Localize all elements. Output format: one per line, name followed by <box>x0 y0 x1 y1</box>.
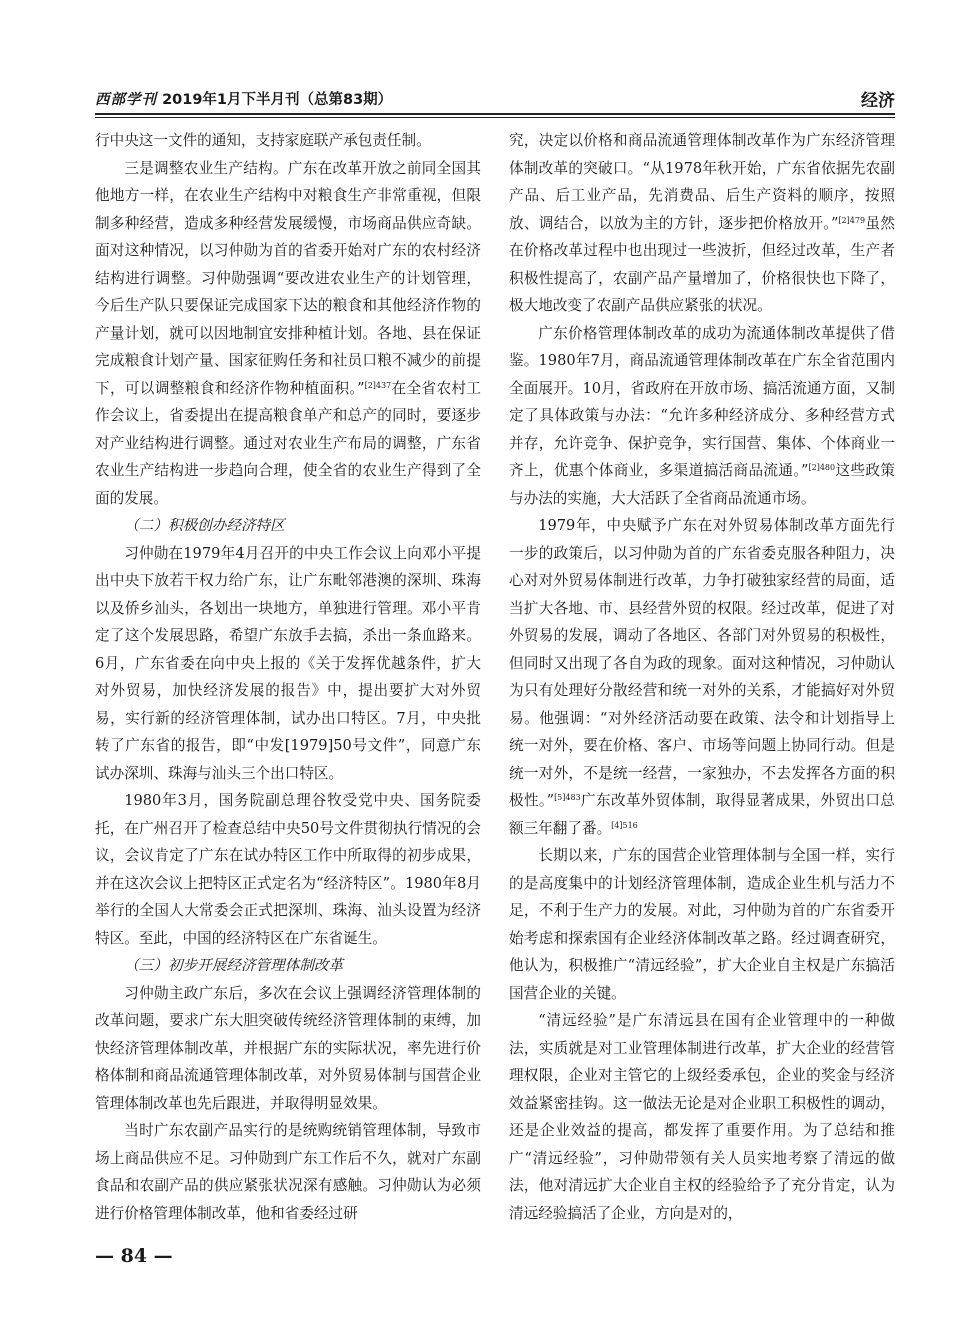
running-header <box>95 86 895 112</box>
section-heading <box>95 952 481 980</box>
paragraph-text: 在全省农村工作会议上，省委提出在提高粮食单产和总产的同时，要逐步对产业结构进行调整。通过对农业生产布局的调整，广东省农业生产结构进一步趋向合理，使全省的农业生产得到了全面的发展。 <box>95 379 481 507</box>
citation-ref: [2]480 <box>808 463 836 472</box>
issue-info: 2019年1月下半月刊（总第83期） <box>162 92 393 108</box>
header-journal-issue <box>95 88 392 109</box>
paragraph-text: 习仲勋在1979年4月召开的中央工作会议上向邓小平提出中央下放若干权力给广东，让广东毗邻港澳的深圳、珠海以及侨乡汕头，各划出一块地方，单独进行管理。邓小平肯定了这个发展思路，希望广东放手去搞，杀出一条血路来。6月，广东省委在向中央上报的《关于发挥优越条件，扩大对外贸易，加快经济发展的报告》中，提出要扩大对外贸易，实行新的经济管理体制，试办出口特区。7月，中央批转了广东省的报告，即“中发[1979]50号文件”，同意广东试办深圳、珠海与汕头三个出口特区。 <box>95 544 481 782</box>
paragraph <box>509 842 895 1007</box>
paragraph <box>95 1117 481 1227</box>
paragraph <box>509 320 895 513</box>
journal-name: 西部学刊 <box>95 91 157 108</box>
header-rule-thin <box>95 117 895 118</box>
paragraph <box>509 512 895 842</box>
paragraph <box>95 787 481 952</box>
citation-ref: [2]479 <box>838 215 866 225</box>
citation-ref: [2]437 <box>364 380 392 390</box>
citation-ref: [4]516 <box>611 820 638 830</box>
paragraph-text: 广东改革外贸体制，取得显著成果，外贸出口总额三年翻了番。 <box>509 792 895 837</box>
paragraph-text: 长期以来，广东的国营企业管理体制与全国一样，实行的是高度集中的计划经济管理体制，造成企业生机与活力不足，不利于生产力的发展。对此，习仲勋为首的广东省委开始考虑和探索国有企业经济体制改革之路。经过调查研究，他认为，积极推广“清远经验”，扩大企业自主权是广东搞活国营企业的关键。 <box>509 847 895 1002</box>
paragraph-text: “清远经验”是广东清远县在国有企业管理中的一种做法，实质就是对工业管理体制进行改革，扩大企业的经营管理权限，企业对主管它的上级经委承包，企业的奖金与经济效益紧密挂钩。这一做法无论是对企业职工积极性的调动，还是企业效益的提高，都发挥了重要作用。为了总结和推广“清远经验”，习仲勋带领有关人员实地考察了清远的做法，他对清远扩大企业自主权的经验给予了充分肯定，认为清远经验搞活了企业，方向是对的， <box>509 1012 895 1222</box>
paragraph-text: 当时广东农副产品实行的是统购统销管理体制，导致市场上商品供应不足。习仲勋到广东工作后不久，就对广东副食品和农副产品的供应紧张状况深有感触。习仲勋认为必须进行价格管理体制改革，他和省委经过研 <box>95 1122 481 1222</box>
paragraph-text: 虽然在价格改革过程中也出现过一些波折，但经过改革，生产者积极性提高了，农副产品产量增加了，价格很快也下降了，极大地改变了农副产品供应紧张的状况。 <box>509 214 895 314</box>
paragraph <box>95 980 481 1118</box>
paragraph-text: 广东价格管理体制改革的成功为流通体制改革提供了借鉴。1980年7月，商品流通管理体制改革在广东全省范围内全面展开。10月，省政府在开放市场、搞活流通方面，又制定了具体政策与办法：“允许多种经济成分、多种经营方式并存，允许竞争、保护竞争，实行国营、集体、个体商业一齐上，优惠个体商业，多渠道搞活商品流通。” <box>509 324 895 479</box>
paragraph <box>509 1007 895 1227</box>
paragraph <box>95 540 481 788</box>
paragraph-text: 这些政策与办法的实施，大大活跃了全省商品流通市场。 <box>509 462 895 507</box>
section-heading <box>95 512 481 540</box>
left-column <box>95 127 481 1227</box>
paragraph-text: 1979年，中央赋予广东在对外贸易体制改革方面先行一步的政策后，以习仲勋为首的广东省委克服各种阻力，决心对对外贸易体制进行改革，力争打破独家经营的局面，适当扩大各地、市、县经营外贸的权限。经过改革，促进了对外贸易的发展，调动了各地区、各部门对外贸易的积极性，但同时又出现了各自为政的现象。面对这种情况，习仲勋认为只有处理好分散经营和统一对外的关系，才能搞好对外贸易。他强调：“对外经济活动要在政策、法令和计划指导上统一对外，要在价格、客户、市场等问题上协同行动。但是统一对外，不是统一经营，一家独办，不去发挥各方面的积极性。” <box>509 517 895 809</box>
paragraph-text: 习仲勋主政广东后，多次在会议上强调经济管理体制的改革问题，要求广东大胆突破传统经济管理体制的束缚，加快经济管理体制改革，并根据广东的实际状况，率先进行价格体制和商品流通管理体制改革，对外贸易体制与国营企业管理体制改革也先后跟进，并取得明显效果。 <box>95 984 481 1112</box>
continued-paragraph <box>95 127 481 155</box>
paragraph-text: 行中央这一文件的通知，支持家庭联产承包责任制。 <box>95 132 431 149</box>
header-rule-thick <box>95 113 895 115</box>
paragraph <box>95 155 481 513</box>
section-label: 经济 <box>861 91 895 111</box>
citation-ref: [5]483 <box>554 793 581 802</box>
continued-paragraph <box>509 127 895 320</box>
right-column <box>509 127 895 1227</box>
paragraph-text: （二）积极创办经济特区 <box>124 517 285 534</box>
paragraph-text: （三）初步开展经济管理体制改革 <box>124 957 344 974</box>
page-number: — 84 — <box>95 1245 173 1267</box>
paragraph-text: 究，决定以价格和商品流通管理体制改革作为广东经济管理体制改革的突破口。“从1978年秋开始，广东省依据先农副产品、后工业产品，先消费品、后生产资料的顺序，按照放、调结合，以放为主的方针，逐步把价格放开。” <box>509 132 895 232</box>
paragraph-text: 1980年3月，国务院副总理谷牧受党中央、国务院委托，在广州召开了检查总结中央50号文件贯彻执行情况的会议，会议肯定了广东在试办特区工作中所取得的初步成果，并在这次会议上把特区正式定名为“经济特区”。1980年8月举行的全国人大常委会正式把深圳、珠海、汕头设置为经济特区。至此，中国的经济特区在广东省诞生。 <box>95 792 481 947</box>
paragraph-text: 三是调整农业生产结构。广东在改革开放之前同全国其他地方一样，在农业生产结构中对粮食生产非常重视，但限制多种经营，造成多种经营发展缓慢，市场商品供应奇缺。面对这种情况，以习仲勋为首的省委开始对广东的农村经济结构进行调整。习仲勋强调“要改进农业生产的计划管理，今后生产队只要保证完成国家下达的粮食和其他经济作物的产量计划，就可以因地制宜安排种植计划。各地、县在保证完成粮食计划产量、国家征购任务和社员口粮不减少的前提下，可以调整粮食和经济作物种植面积。” <box>95 159 481 397</box>
